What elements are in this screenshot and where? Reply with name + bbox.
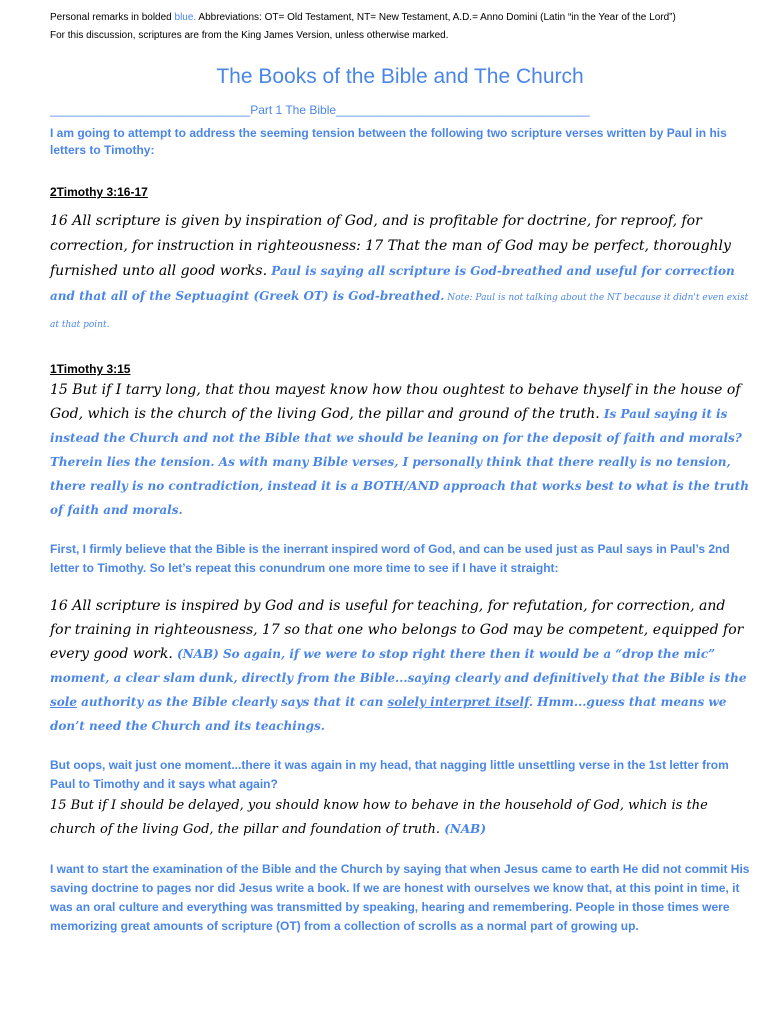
- verse-block-1: 16 All scripture is given by inspiration of God, and is profitable for doctrine, for reproof, for correction, for instruction in righteousness: 17 That the man of God may be perfect, thoroughly furnished unto all good works. Paul is saying all scripture is God-breathed and useful for correction and that all of the Septuagint (Greek OT) is God-breathed. Note: Paul is not talking about the NT because it didn't even exist at that point.: [50, 213, 749, 330]
- document-title: The Books of the Bible and The Church: [216, 65, 584, 88]
- header-line-1: Personal remarks in bolded blue. Abbreviations: OT= Old Testament, NT= New Testament, A.D.= Anno Domini (Latin “in the Year of the Lord”): [50, 12, 676, 23]
- header-line-2: For this discussion, scriptures are from the King James Version, unless otherwise marked.: [50, 30, 449, 41]
- remark-1: Paul is saying all scripture is God-breathed and useful for correction and that all of the Septuagint (Greek OT) is God-breathed.: [50, 264, 735, 303]
- verse-block-3: 16 All scripture is inspired by God and is useful for teaching, for refutation, for correction, and for training in righteousness, 17 so that one who belongs to God may be competent, equipped for every good work. (NAB) So again, if we were to stop right there then it would be a “drop the mic” moment, a clear slam dunk, directly from the Bible...saying clearly and definitively that the Bible is the sole authority as the Bible clearly says that it can solely interpret itself. Hmm...guess that means we don’t need the Church and its teachings.: [50, 598, 747, 733]
- scripture-reference-1timothy: 1Timothy 3:15: [50, 362, 131, 376]
- intro-paragraph: I am going to attempt to address the seeming tension between the following two scripture verses written by Paul in his letters to Timothy:: [50, 126, 727, 157]
- part-heading: ______________________________Part 1 The Bible______________________________________: [50, 103, 590, 117]
- verse-block-4: 15 But if I should be delayed, you should know how to behave in the household of God, which is the church of the living God, the pillar and foundation of truth. (NAB): [50, 798, 708, 837]
- remark-2: Is Paul saying it is instead the Church and not the Bible that we should be leaning on for the deposit of faith and morals? Therein lies the tension. As with many Bible verses, I personally think that there really is no tension, there really is no contradiction, instead it is a BOTH/AND approach that works best to what is the truth of faith and morals.: [50, 407, 749, 517]
- paragraph-last: I want to start the examination of the Bible and the Church by saying that when Jesus came to earth He did not commit His saving doctrine to pages nor did Jesus write a book. If we are honest with ourselves we know that, at this point in time, it was an oral culture and everything was transmitted by speaking, hearing and remembering. People in those times were memorizing great amounts of scripture (OT) from a collection of scrolls as a normal part of growing up.: [50, 862, 750, 933]
- note-1: Note: Paul is not talking about the NT because it didn't even exist at that point.: [50, 293, 749, 330]
- scripture-reference-2timothy: 2Timothy 3:16-17: [50, 185, 148, 199]
- paragraph-first: First, I firmly believe that the Bible is the inerrant inspired word of God, and can be used just as Paul says in Paul’s 2nd letter to Timothy. So let’s repeat this conundrum one more time to see if I have it straight:: [50, 542, 730, 575]
- word-sole: sole: [50, 695, 77, 709]
- phrase-solely-interpret: solely interpret itself: [387, 695, 529, 709]
- document-page: [50, 10, 750, 936]
- remark-4: (NAB): [440, 822, 487, 836]
- blue-keyword: blue.: [174, 12, 197, 23]
- paragraph-oops: But oops, wait just one moment...there it was again in my head, that nagging little unsettling verse in the 1st letter from Paul to Timothy and it says what again?: [50, 758, 729, 791]
- verse-block-2: 15 But if I tarry long, that thou mayest know how thou oughtest to behave thyself in the house of God, which is the church of the living God, the pillar and ground of the truth. Is Paul saying it is instead the Church and not the Bible that we should be leaning on for the deposit of faith and morals? Therein lies the tension. As with many Bible verses, I personally think that there really is no tension, there really is no contradiction, instead it is a BOTH/AND approach that works best to what is the truth of faith and morals.: [50, 382, 749, 517]
